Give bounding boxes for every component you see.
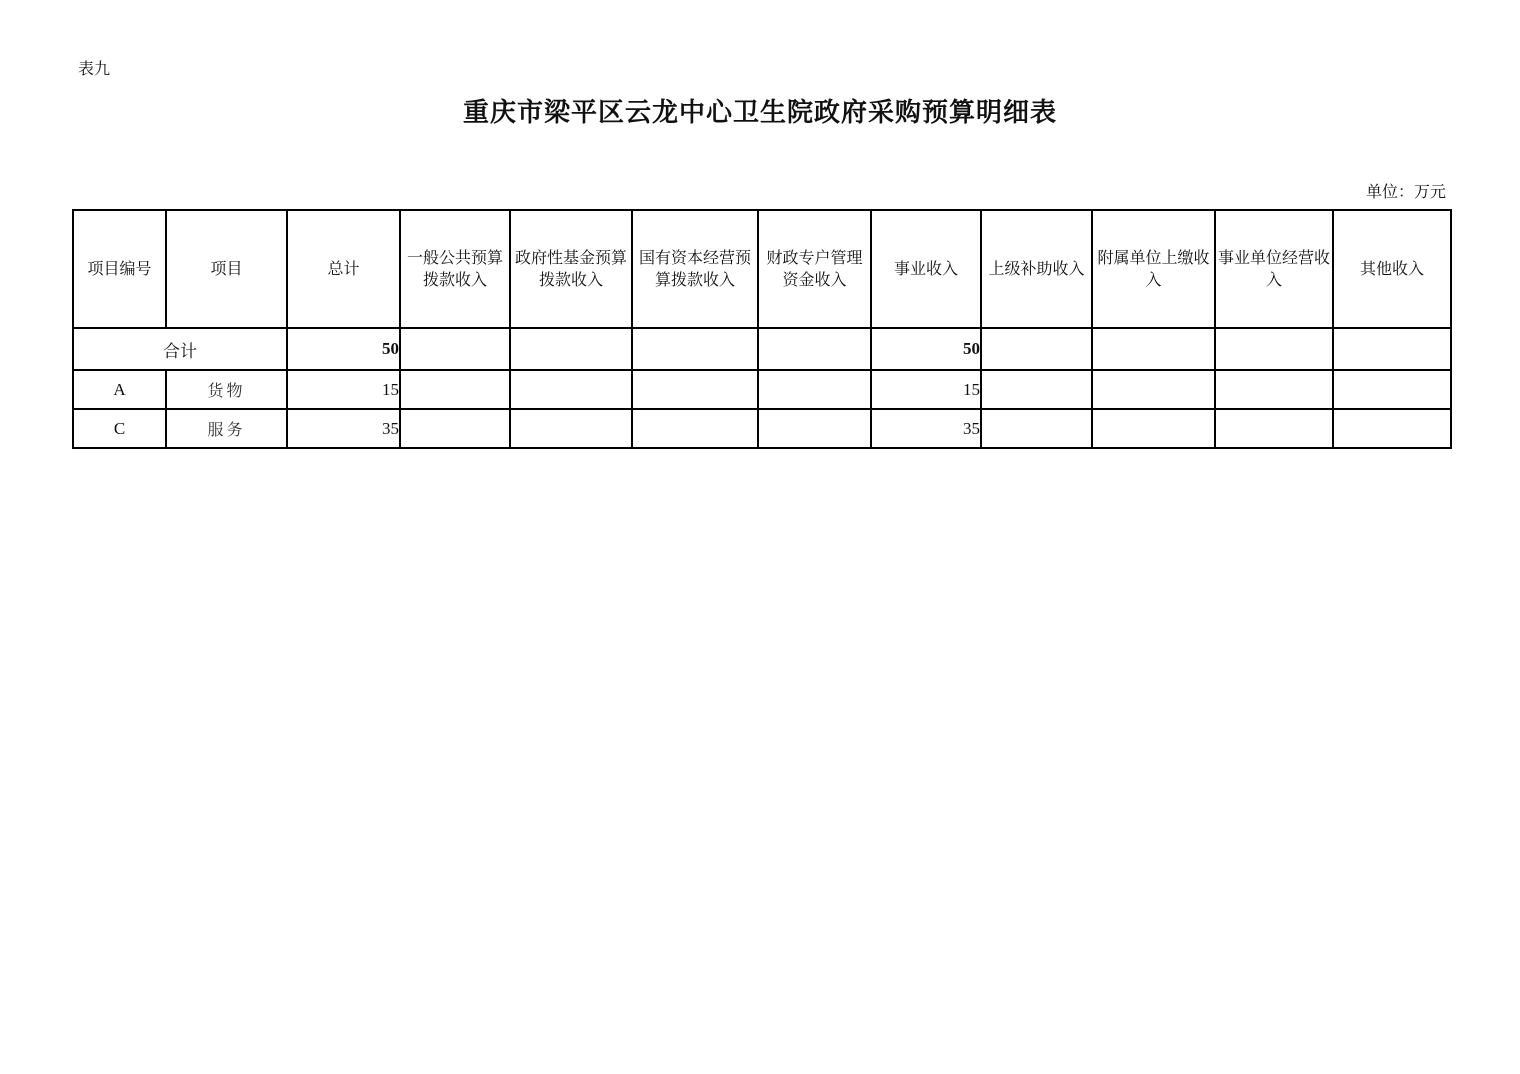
- page-title: 重庆市梁平区云龙中心卫生院政府采购预算明细表: [462, 98, 1057, 128]
- header-row: [73, 210, 1451, 328]
- row-item: 货物: [166, 370, 287, 409]
- header-general-budget: 一般公共预算拨款收入: [400, 210, 510, 328]
- table-cell: [1092, 409, 1215, 448]
- total-value: 50: [287, 328, 400, 370]
- table-cell: [1333, 370, 1451, 409]
- row-item: 服务: [166, 409, 287, 448]
- table-cell: [1092, 370, 1215, 409]
- table-row: [73, 409, 1451, 448]
- table-cell: [1215, 370, 1333, 409]
- table-cell: [981, 328, 1092, 370]
- unit-label: 单位：万元: [1365, 182, 1446, 201]
- header-business-income: 事业收入: [871, 210, 981, 328]
- table-cell: [510, 328, 632, 370]
- table-cell: 50: [871, 328, 981, 370]
- header-affiliate-remit: 附属单位上缴收入: [1092, 210, 1215, 328]
- table-cell: [400, 328, 510, 370]
- header-item: 项目: [166, 210, 287, 328]
- table-cell: [400, 370, 510, 409]
- table-cell: [632, 328, 758, 370]
- table-cell: [632, 370, 758, 409]
- row-total: 35: [287, 409, 400, 448]
- table-cell: [1333, 409, 1451, 448]
- header-state-capital: 国有资本经营预算拨款收入: [632, 210, 758, 328]
- row-code: C: [73, 409, 166, 448]
- table-cell: [1215, 328, 1333, 370]
- table-cell: [1333, 328, 1451, 370]
- row-code: A: [73, 370, 166, 409]
- table-cell: [758, 370, 871, 409]
- table-cell: [510, 409, 632, 448]
- header-other-income: 其他收入: [1333, 210, 1451, 328]
- row-total: 15: [287, 370, 400, 409]
- table-cell: [981, 409, 1092, 448]
- header-special-account: 财政专户管理资金收入: [758, 210, 871, 328]
- header-superior-subsidy: 上级补助收入: [981, 210, 1092, 328]
- table-cell: [1215, 409, 1333, 448]
- table-cell: [758, 409, 871, 448]
- table-cell: [758, 328, 871, 370]
- header-code: 项目编号: [73, 210, 166, 328]
- table-cell: [981, 370, 1092, 409]
- table-number: 表九: [78, 59, 111, 78]
- table-cell: 15: [871, 370, 981, 409]
- table-cell: [400, 409, 510, 448]
- total-label: 合计: [73, 328, 287, 370]
- total-row: [73, 328, 1451, 370]
- table-cell: [510, 370, 632, 409]
- table-cell: [632, 409, 758, 448]
- header-gov-fund: 政府性基金预算拨款收入: [510, 210, 632, 328]
- table-cell: [1092, 328, 1215, 370]
- header-operating-income: 事业单位经营收入: [1215, 210, 1333, 328]
- table-cell: 35: [871, 409, 981, 448]
- header-total: 总计: [287, 210, 400, 328]
- procurement-budget-table: [72, 209, 1452, 449]
- table-row: [73, 370, 1451, 409]
